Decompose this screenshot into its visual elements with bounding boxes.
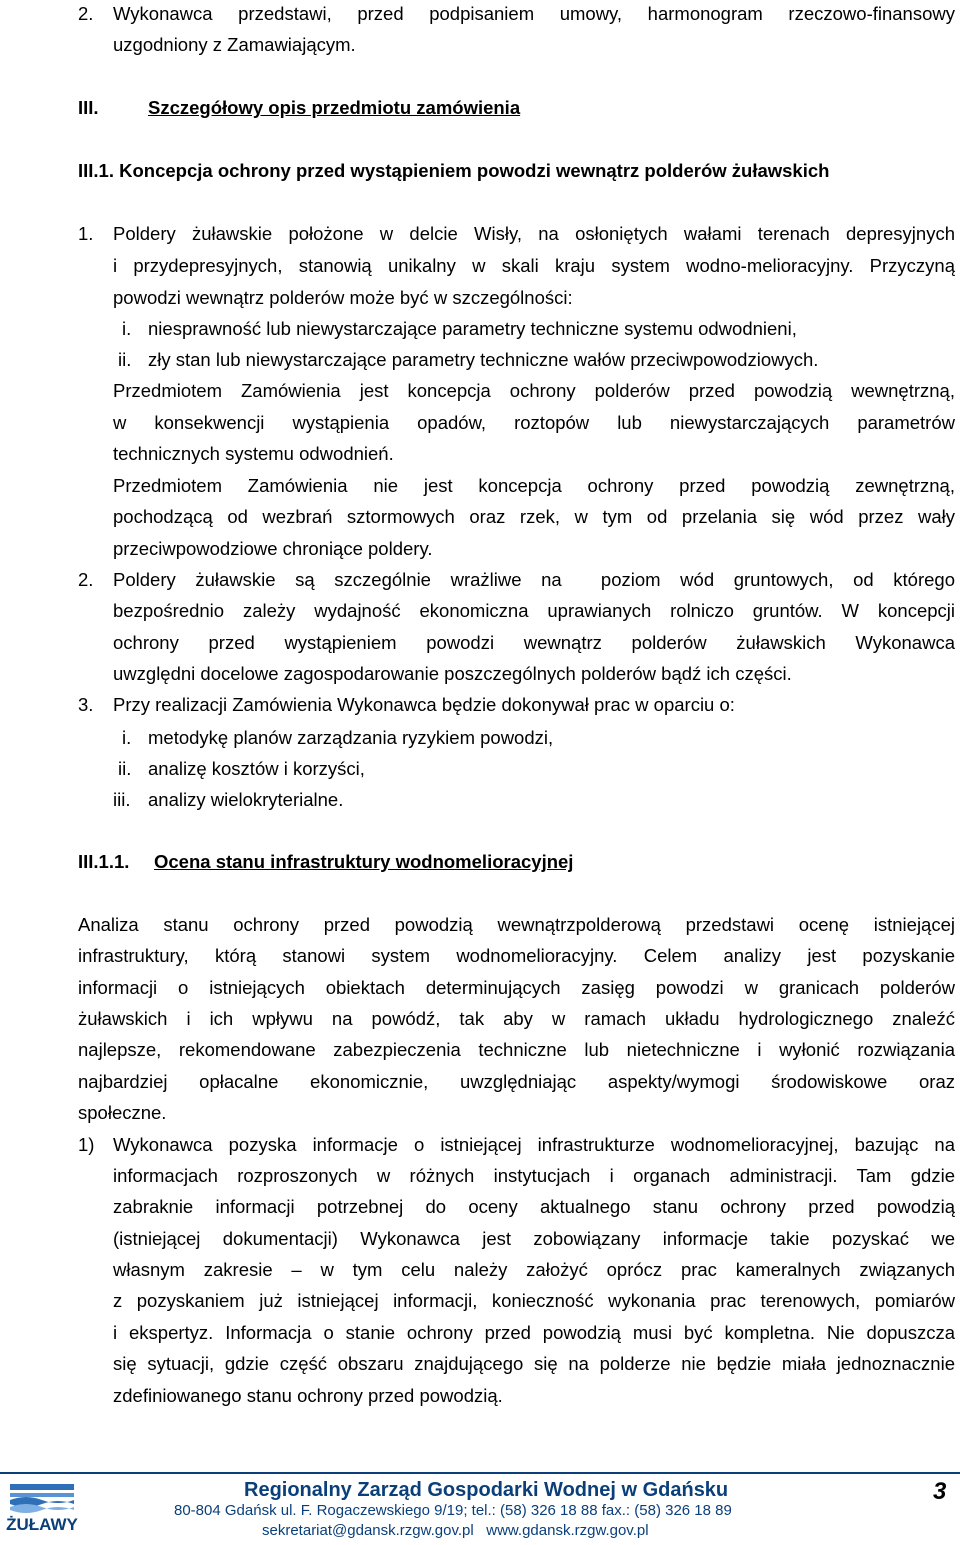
list-number: i. (122, 727, 132, 748)
text-line: Poldery żuławskie położone w delcie Wisły, na osłoniętych wałami terenach depresyjnych (113, 223, 955, 244)
text-line: ochrony przed wystąpieniem powodzi wewnątrz polderów żuławskich Wykonawca (113, 632, 955, 653)
section-number: III. (78, 97, 99, 118)
text-line: zdefiniowanego stanu ochrony przed powodzią. (113, 1385, 503, 1406)
text-line: w konsekwencji wystąpienia opadów, roztopów lub niewystarczających parametrów (113, 412, 955, 433)
text-line: technicznych systemu odwodnień. (113, 443, 394, 464)
text-line: się sytuacji, gdzie część obszaru znajdującego się na polderze nie będzie miała jednoznacznie (113, 1353, 955, 1374)
text-line: zabraknie informacji potrzebnej do oceny aktualnego stanu ochrony przed powodzią (113, 1196, 955, 1217)
text-line: społeczne. (78, 1102, 167, 1123)
text-line: (istniejącej dokumentacji) Wykonawca jest zobowiązany informacje takie pozyskać we (113, 1228, 955, 1249)
list-number: i. (122, 318, 132, 339)
text-line: najbardziej opłacalne ekonomicznie, uwzględniając aspekty/wymogi środowiskowe oraz (78, 1071, 955, 1092)
text-line: niesprawność lub niewystarczające parametry techniczne systemu odwodnieni, (148, 318, 797, 339)
text-line: własnym zakresie – w tym celu należy założyć oprócz prac kameralnych związanych (113, 1259, 955, 1280)
subsection-heading: III.1. Koncepcja ochrony przed wystąpieniem powodzi wewnątrz polderów żuławskich (78, 160, 830, 181)
footer-contact (262, 1522, 649, 1540)
text-line: i przydepresyjnych, stanowią unikalny w skali kraju system wodno-melioracyjny. Przyczyną (113, 255, 955, 276)
text-line: pochodzącą od wezbrań sztormowych oraz rzek, w tym od przelania się wód przez wały (113, 506, 955, 527)
footer-website[interactable]: www.gdansk.rzgw.gov.pl (486, 1522, 649, 1539)
text-line: analizy wielokryterialne. (148, 789, 344, 810)
text-line: Wykonawca przedstawi, przed podpisaniem umowy, harmonogram rzeczowo-finansowy (113, 3, 955, 24)
list-number: ii. (118, 758, 132, 779)
list-number: 3. (78, 694, 94, 715)
text-line: infrastruktury, którą stanowi system wodnomelioracyjny. Celem analizy jest pozyskanie (78, 945, 955, 966)
text-line: przeciwpowodziowe chroniące poldery. (113, 538, 433, 559)
text-line: Poldery żuławskie są szczególnie wrażliwe na poziom wód gruntowych, od którego (113, 569, 955, 590)
page-number: 3 (933, 1478, 947, 1505)
zulawy-logo (4, 1476, 80, 1538)
text-line: żuławskich i ich wpływu na powódź, tak aby w ramach układu hydrologicznego znaleźć (78, 1008, 955, 1029)
list-number: 1. (78, 223, 94, 244)
text-line: z pozyskaniem już istniejącej informacji, konieczność wykonania prac terenowych, pomiarów (113, 1290, 955, 1311)
text-line: najlepsze, rekomendowane zabezpieczenia techniczne lub nietechniczne i wyłonić rozwiązania (78, 1039, 955, 1060)
text-line: i ekspertyz. Informacja o stanie ochrony przed powodzią musi być kompletna. Nie dopuszcza (113, 1322, 955, 1343)
text-line: Analiza stanu ochrony przed powodzią wewnątrzpolderową przedstawi ocenę istniejącej (78, 914, 955, 935)
list-number: 2. (78, 569, 94, 590)
footer-divider (0, 1472, 960, 1474)
text-line: powodzi wewnątrz polderów może być w szczególności: (113, 287, 573, 308)
text-line: zły stan lub niewystarczające parametry techniczne wałów przeciwpowodziowych. (148, 349, 819, 370)
text-line: uzgodniony z Zamawiającym. (113, 34, 356, 55)
section-heading: Ocena stanu infrastruktury wodnomelioracyjnej (154, 851, 574, 872)
text-line: metodykę planów zarządzania ryzykiem powodzi, (148, 727, 554, 748)
text-line: Przy realizacji Zamówienia Wykonawca będzie dokonywał prac w oparciu o: (113, 694, 735, 715)
footer-address: 80-804 Gdańsk ul. F. Rogaczewskiego 9/19; tel.: (58) 326 18 88 fax.: (58) 326 18 89 (174, 1502, 732, 1519)
section-heading: Szczegółowy opis przedmiotu zamówienia (148, 97, 521, 118)
text-line: analizę kosztów i korzyści, (148, 758, 365, 779)
text-line: Wykonawca pozyska informacje o istniejącej infrastrukturze wodnomelioracyjnej, bazując na (113, 1134, 955, 1155)
text-line: Przedmiotem Zamówienia nie jest koncepcja ochrony przed powodzią zewnętrzną, (113, 475, 955, 496)
list-number: 1) (78, 1134, 95, 1155)
footer-email[interactable]: sekretariat@gdansk.rzgw.gov.pl (262, 1522, 474, 1539)
section-number: III.1.1. (78, 851, 130, 872)
text-line: uwzględni docelowe zagospodarowanie poszczególnych polderów bądź ich części. (113, 663, 792, 684)
list-number: iii. (113, 789, 131, 810)
list-number: 2. (78, 3, 94, 24)
logo-text: ŻUŁAWY (6, 1515, 78, 1534)
text-line: informacjach rozproszonych w różnych instytucjach i organach administracji. Tam gdzie (113, 1165, 955, 1186)
text-line: bezpośrednio zależy wydajność ekonomiczna uprawianych rolniczo gruntów. W koncepcji (113, 600, 955, 621)
footer-organization: Regionalny Zarząd Gospodarki Wodnej w Gdańsku (244, 1479, 729, 1501)
list-number: ii. (118, 349, 132, 370)
text-line: informacji o istniejących obiektach determinujących zasięg powodzi w granicach polderów (78, 977, 955, 998)
text-line: Przedmiotem Zamówienia jest koncepcja ochrony polderów przed powodzią wewnętrzną, (113, 380, 955, 401)
